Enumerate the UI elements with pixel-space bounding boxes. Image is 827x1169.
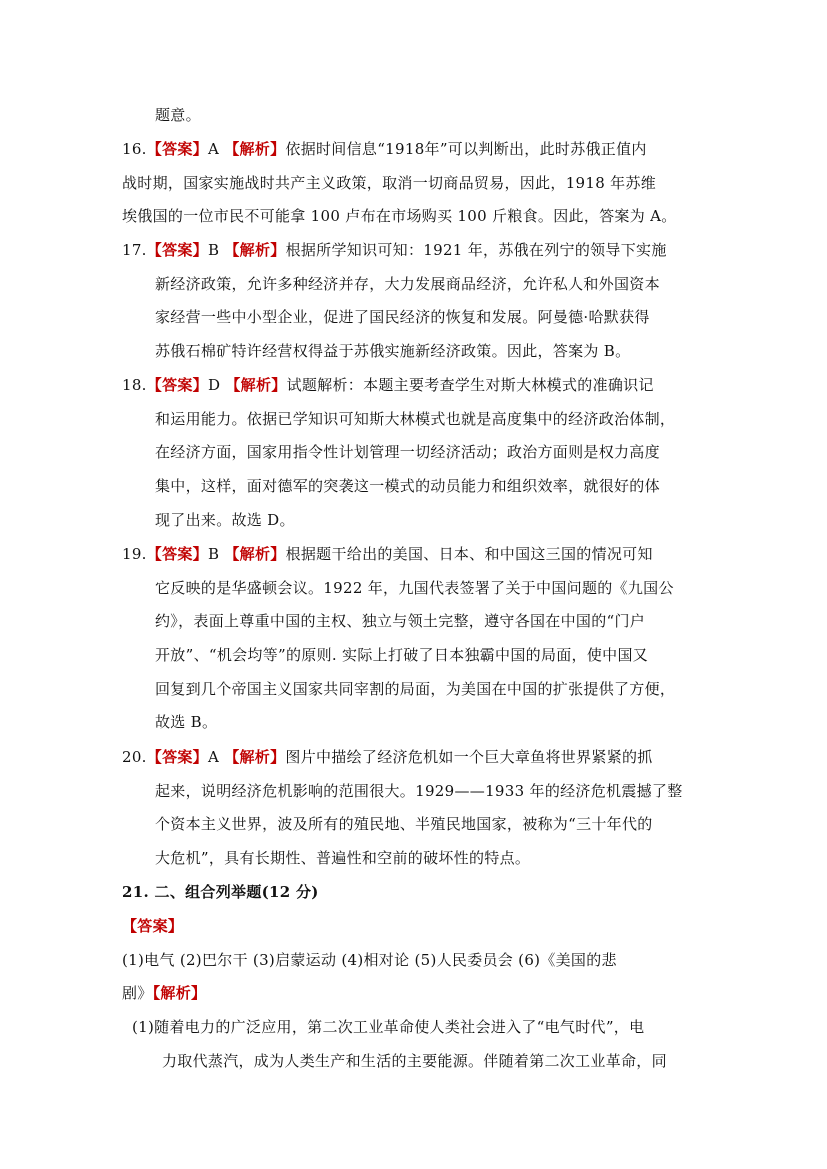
question-16-first-line bbox=[122, 139, 647, 159]
question-number: 16. bbox=[122, 140, 147, 158]
question-number: 17. bbox=[122, 241, 147, 259]
continuation-text: 题意。 bbox=[155, 106, 201, 124]
question-18-line: 集中，这样，面对德军的突袭这一模式的动员能力和组织效率，就很好的体 bbox=[155, 477, 660, 495]
question-17-line: 家经营一些中小型企业，促进了国民经济的恢复和发展。阿曼德·哈默获得 bbox=[155, 308, 650, 326]
analysis-text: 根据所学知识可知：1921 年，苏俄在列宁的领导下实施 bbox=[285, 241, 667, 259]
question-16-line: 战时期，国家实施战时共产主义政策，取消一切商品贸易，因此，1918 年苏维 bbox=[122, 174, 657, 192]
question-17-first-line bbox=[122, 240, 667, 260]
question-number: 19. bbox=[122, 545, 147, 563]
analysis-tag: 【解析】 bbox=[224, 545, 286, 563]
question-18-line: 和运用能力。依据已学知识可知斯大林模式也就是高度集中的经济政治体制， bbox=[155, 410, 676, 428]
answer-tag: 【答案】 bbox=[122, 917, 184, 935]
question-20-line: 起来，说明经济危机影响的范围很大。1929——1933 年的经济危机震撼了整 bbox=[155, 782, 683, 800]
question-21-heading: 21. 二、组合列举题(12 分) bbox=[122, 883, 319, 901]
question-number: 18. bbox=[122, 376, 147, 394]
analysis-text: 依据时间信息“1918年”可以判断出，此时苏俄正值内 bbox=[285, 140, 647, 158]
answer-continuation: 剧》 bbox=[122, 984, 153, 1002]
analysis-tag: 【解析】 bbox=[224, 748, 286, 766]
answer-letter: B bbox=[207, 241, 220, 259]
answer-tag: 【答案】 bbox=[146, 241, 208, 259]
answer-letter: D bbox=[207, 376, 221, 394]
analysis-text: 图片中描绘了经济危机如一个巨大章鱼将世界紧紧的抓 bbox=[285, 748, 653, 766]
answer-tag: 【答案】 bbox=[146, 545, 208, 563]
question-17-line: 新经济政策，允许多种经济并存，大力发展商品经济，允许私人和外国资本 bbox=[155, 275, 660, 293]
question-19-line: 约》，表面上尊重中国的主权、独立与领土完整，遵守各国在中国的“门户 bbox=[155, 612, 646, 630]
question-number: 20. bbox=[122, 748, 147, 766]
analysis-tag: 【解析】 bbox=[224, 241, 286, 259]
question-21-analysis-line: 力取代蒸汽，成为人类生产和生活的主要能源。伴随着第二次工业革命，同 bbox=[162, 1052, 667, 1070]
question-18-first-line bbox=[122, 375, 654, 395]
analysis-tag: 【解析】 bbox=[152, 984, 207, 1002]
question-19-line: 开放”、“机会均等”的原则. 实际上打破了日本独霸中国的局面，使中国又 bbox=[155, 646, 649, 664]
question-19-line: 回复到几个帝国主义国家共同宰割的局面，为美国在中国的扩张提供了方便， bbox=[155, 680, 676, 698]
question-20-first-line bbox=[122, 747, 653, 767]
analysis-text: 试题解析：本题主要考查学生对斯大林模式的准确识记 bbox=[286, 376, 654, 394]
answer-letter: A bbox=[207, 748, 220, 766]
analysis-tag: 【解析】 bbox=[224, 140, 286, 158]
answer-tag: 【答案】 bbox=[146, 748, 208, 766]
question-19-first-line bbox=[122, 544, 653, 564]
analysis-tag: 【解析】 bbox=[225, 376, 287, 394]
question-21-answer-line: (1)电气 (2)巴尔干 (3)启蒙运动 (4)相对论 (5)人民委员会 (6)《美国的悲 bbox=[122, 951, 617, 969]
question-21-analysis-line: (1)随着电力的广泛应用，第二次工业革命使人类社会进入了“电气时代”，电 bbox=[132, 1018, 645, 1036]
answer-letter: B bbox=[207, 545, 220, 563]
answer-letter: A bbox=[207, 140, 220, 158]
question-17-line: 苏俄石棉矿特许经营权得益于苏俄实施新经济政策。因此，答案为 B。 bbox=[155, 342, 631, 360]
question-21-answer-line bbox=[122, 983, 206, 1003]
question-19-line: 故选 B。 bbox=[155, 713, 218, 731]
analysis-text: 根据题干给出的美国、日本、和中国这三国的情况可知 bbox=[285, 545, 653, 563]
question-16-line: 埃俄国的一位市民不可能拿 100 卢布在市场购买 100 斤粮食。因此，答案为 A。 bbox=[122, 207, 677, 225]
question-18-line: 现了出来。故选 D。 bbox=[155, 511, 295, 529]
answer-tag: 【答案】 bbox=[146, 376, 208, 394]
question-20-line: 大危机”，具有长期性、普遍性和空前的破坏性的特点。 bbox=[155, 849, 531, 867]
question-20-line: 个资本主义世界，波及所有的殖民地、半殖民地国家，被称为“三十年代的 bbox=[155, 815, 653, 833]
question-19-line: 它反映的是华盛顿会议。1922 年，九国代表签署了关于中国问题的《九国公 bbox=[155, 579, 674, 597]
question-18-line: 在经济方面，国家用指令性计划管理一切经济活动；政治方面则是权力高度 bbox=[155, 443, 660, 461]
answer-tag: 【答案】 bbox=[146, 140, 208, 158]
